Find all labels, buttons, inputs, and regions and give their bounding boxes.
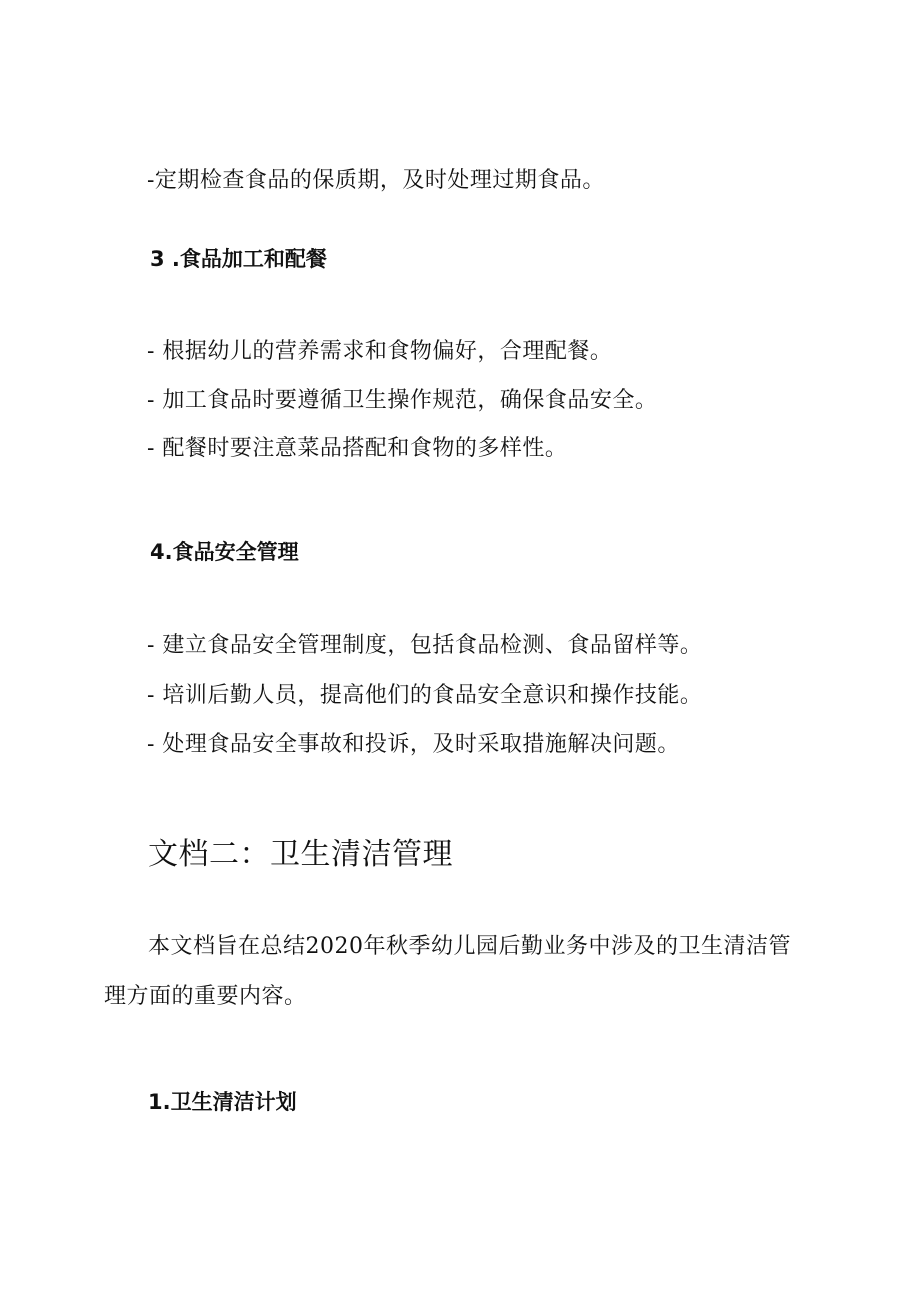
safety-bullet-3: - 处理食品安全事故和投诉，及时采取措施解决问题。 [147, 732, 680, 757]
section-heading-cleaning-plan: 1.卫生清洁计划 [148, 1090, 297, 1114]
section-heading-processing: 3 .食品加工和配餐 [150, 247, 327, 271]
document-two-title: 文档二：卫生清洁管理 [148, 837, 453, 872]
processing-bullet-1: - 根据幼儿的营养需求和食物偏好，合理配餐。 [147, 339, 613, 364]
processing-bullet-3: - 配餐时要注意菜品搭配和食物的多样性。 [147, 436, 568, 461]
safety-bullet-2: - 培训后勤人员，提高他们的食品安全意识和操作技能。 [147, 683, 703, 708]
document-two-intro-line-1: 本文档旨在总结2020年秋季幼儿园后勤业务中涉及的卫生清洁管 [148, 934, 791, 959]
section-heading-safety: 4.食品安全管理 [150, 540, 299, 564]
document-two-intro-line-2: 理方面的重要内容。 [104, 984, 307, 1009]
storage-bullet-expiry: -定期检查食品的保质期，及时处理过期食品。 [147, 168, 605, 193]
processing-bullet-2: - 加工食品时要遵循卫生操作规范，确保食品安全。 [147, 388, 658, 413]
safety-bullet-1: - 建立食品安全管理制度，包括食品检测、食品留样等。 [147, 633, 703, 658]
